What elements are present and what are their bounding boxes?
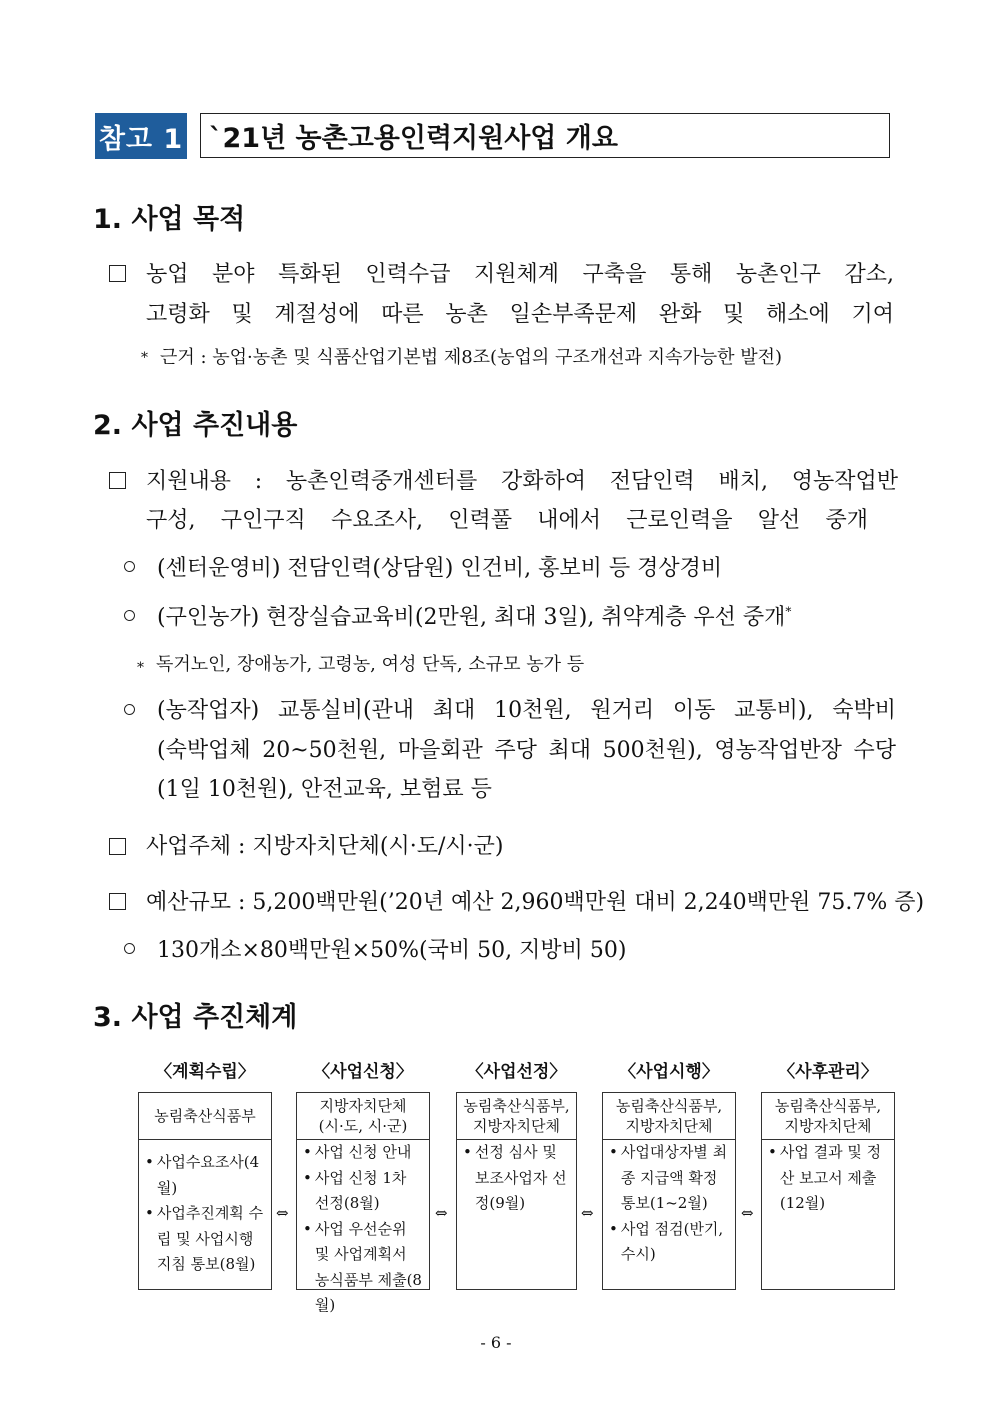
circle-bullet-icon xyxy=(124,943,135,954)
asterisk-icon: * xyxy=(137,660,144,676)
double-arrow-icon: ⇔ xyxy=(276,1204,289,1222)
square-bullet-icon xyxy=(109,893,126,910)
stage-item: • 사업 결과 및 정산 보고서 제출(12월) xyxy=(768,1143,882,1212)
worker-line1: (농작업자) 교통실비(관내 최대 10천원, 원거리 이동 교통비), 숙박비 xyxy=(157,698,896,723)
purpose-line1: 농업 분야 특화된 인력수급 지원체계 구축을 통해 농촌인구 감소, xyxy=(146,262,894,287)
stage-org-line: 지방자치단체 xyxy=(473,1117,560,1135)
stage-title-execution: 〈사업시행〉 xyxy=(619,1062,719,1082)
stage-org-line: 농림축산식품부, xyxy=(774,1096,882,1115)
stage-title-application: 〈사업신청〉 xyxy=(313,1062,413,1082)
budget-line: 예산규모 : 5,200백만원(’20년 예산 2,960백만원 대비 2,240백만원 75.7% 증) xyxy=(146,890,925,915)
stage-org xyxy=(762,1093,894,1140)
stage-org-line: 농림축산식품부, xyxy=(615,1096,723,1115)
stage-org-line: (시·도, 시·군) xyxy=(318,1117,408,1135)
stage-title-followup: 〈사후관리〉 xyxy=(778,1062,878,1082)
stage-item: • 사업 점검(반기, 수시) xyxy=(609,1219,724,1263)
page-number: - 6 - xyxy=(480,1333,512,1352)
section2-heading: 2. 사업 추진내용 xyxy=(93,410,298,441)
stage-item: • 선정 심사 및 보조사업자 선정(9월) xyxy=(463,1143,567,1212)
stage-org xyxy=(297,1093,429,1140)
stage-box-planning xyxy=(138,1092,272,1290)
support-line1: 지원내용 : 농촌인력중개센터를 강화하여 전담인력 배치, 영농작업반 xyxy=(146,469,898,494)
farm-cost-item xyxy=(157,600,791,631)
double-arrow-icon: ⇔ xyxy=(581,1204,594,1222)
stage-item: • 사업 신청 1차 선정(8월) xyxy=(303,1168,407,1212)
square-bullet-icon xyxy=(109,472,126,489)
stage-items xyxy=(297,1140,429,1323)
business-body: 사업주체 : 지방자치단체(시·도/시·군) xyxy=(146,834,504,859)
circle-bullet-icon xyxy=(124,704,135,715)
document-title xyxy=(200,113,890,158)
farm-cost-text: (구인농가) 현장실습교육비(2만원, 최대 3일), 취약계층 우선 중개 xyxy=(157,605,786,630)
budget-detail: 130개소×80백만원×50%(국비 50, 지방비 50) xyxy=(157,938,627,963)
asterisk-icon: * xyxy=(141,350,148,366)
stage-item: • 사업추진계획 수립 및 사업시행지침 통보(8월) xyxy=(145,1204,264,1273)
stage-item: • 사업대상자별 최종 지급액 확정 통보(1~2월) xyxy=(609,1143,728,1212)
stage-org-line: 지방자치단체 xyxy=(784,1117,872,1135)
stage-title-selection: 〈사업선정〉 xyxy=(466,1062,567,1082)
stage-item: • 사업 우선순위 및 사업계획서 농식품부 제출(8월) xyxy=(303,1219,422,1314)
stage-items xyxy=(457,1140,576,1221)
document-title-text: `21년 농촌고용인력지원사업 개요 xyxy=(209,123,618,154)
stage-box-followup xyxy=(761,1092,895,1290)
circle-bullet-icon xyxy=(124,561,135,572)
purpose-line2: 고령화 및 계절성에 따른 농촌 일손부족문제 완화 및 해소에 기여 xyxy=(146,302,894,327)
stage-org xyxy=(457,1093,576,1140)
worker-line2: (숙박업체 20~50천원, 마을회관 주당 최대 500천원), 영농작업반장 수당 xyxy=(157,738,896,763)
section1-heading: 1. 사업 목적 xyxy=(93,204,246,235)
stage-title-planning: 〈계획수립〉 xyxy=(155,1062,255,1082)
stage-item: • 사업수요조사(4월) xyxy=(145,1153,260,1197)
stage-items xyxy=(139,1140,271,1282)
farm-cost-sup: * xyxy=(785,604,792,619)
stage-box-selection xyxy=(456,1092,577,1290)
stage-items xyxy=(762,1140,894,1221)
center-cost-item: (센터운영비) 전담인력(상담원) 인건비, 홍보비 등 경상경비 xyxy=(157,556,723,581)
purpose-note: 근거 : 농업·농촌 및 식품산업기본법 제8조(농업의 구조개선과 지속가능한 발전) xyxy=(160,347,783,368)
stage-box-execution xyxy=(602,1092,736,1290)
vulnerable-note: 독거노인, 장애농가, 고령농, 여성 단독, 소규모 농가 등 xyxy=(156,654,585,675)
support-line2: 구성, 구인구직 수요조사, 인력풀 내에서 근로인력을 알선 중개 xyxy=(146,508,868,533)
stage-org-line: 지방자치단체 xyxy=(625,1117,713,1135)
stage-org-line: 농림축산식품부 xyxy=(154,1106,256,1125)
double-arrow-icon: ⇔ xyxy=(741,1204,754,1222)
worker-line3: (1일 10천원), 안전교육, 보험료 등 xyxy=(157,777,492,802)
section3-heading: 3. 사업 추진체계 xyxy=(93,1002,298,1033)
stage-org-line: 지방자치단체 xyxy=(319,1096,407,1115)
stage-item: • 사업 신청 안내 xyxy=(303,1143,412,1161)
stage-items xyxy=(603,1140,735,1272)
square-bullet-icon xyxy=(109,265,126,282)
double-arrow-icon: ⇔ xyxy=(435,1204,448,1222)
stage-org xyxy=(603,1093,735,1140)
square-bullet-icon xyxy=(109,838,126,855)
circle-bullet-icon xyxy=(124,610,135,621)
reference-badge: 참고 1 xyxy=(95,113,187,159)
stage-org-line: 농림축산식품부, xyxy=(463,1096,570,1115)
stage-box-application xyxy=(296,1092,430,1314)
stage-org xyxy=(139,1093,271,1140)
